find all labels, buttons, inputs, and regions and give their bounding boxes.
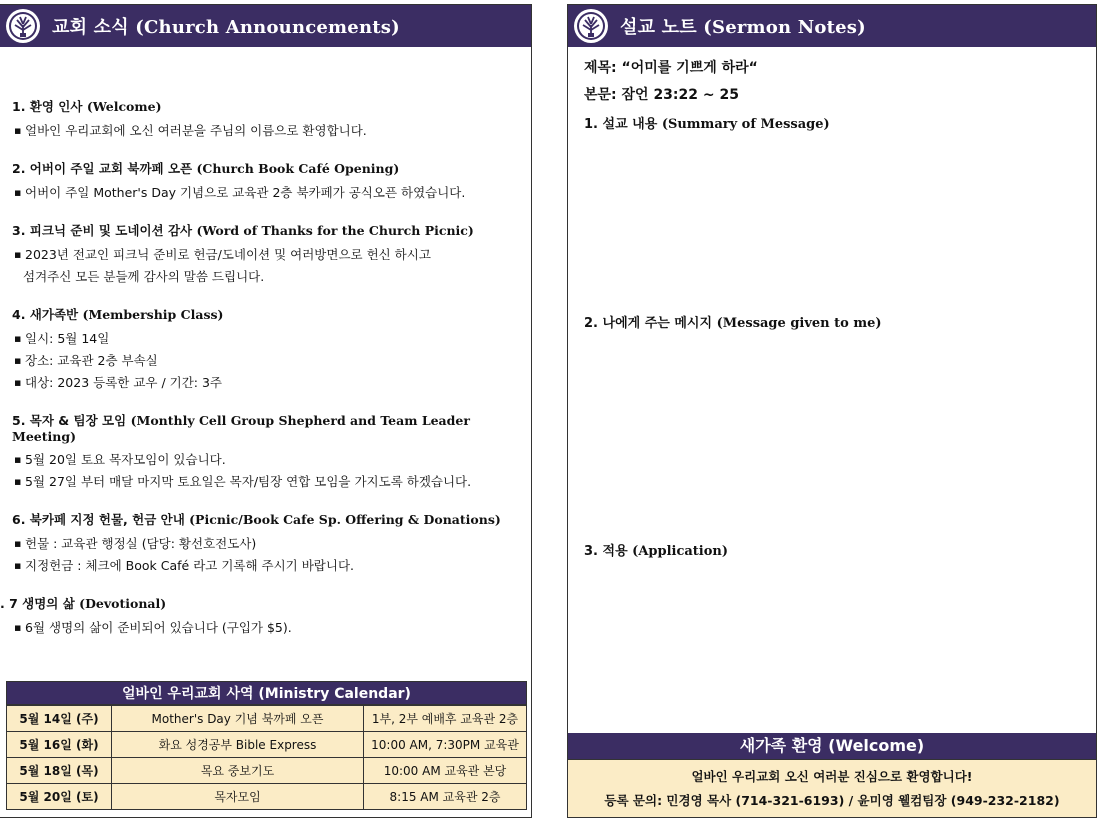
announcement-membership: 4. 새가족반 (Membership Class) ▪ 일시: 5월 14일 ▪ 장소: 교육관 2층 부속실 ▪ 대상: 2023 등록한 교우 / 기간: 3주 — [12, 305, 528, 394]
announcement-offering: 6. 북카페 지정 헌물, 헌금 안내 (Picnic/Book Cafe Sp. Offering & Donations) ▪ 헌물 : 교육관 행정실 (담당: 황선호전도사) ▪ 지정헌금 : 체크에 Book Café 라고 기록해 주시기 바랍니다. — [12, 510, 528, 577]
sermon-header — [568, 5, 1096, 47]
list-item: ▪ 장소: 교육관 2층 부속실 — [12, 350, 528, 372]
welcome-contact: 등록 문의: 민경영 목사 (714-321-6193) / 윤미영 웰컴팀장 (949-232-2182) — [604, 793, 1060, 808]
list-item: ▪ 5월 27일 부터 매달 마지막 토요일은 목자/팀장 연합 모임을 가지도록 하겠습니다. — [12, 471, 528, 493]
note-message: 2. 나에게 주는 메시지 (Message given to me) — [584, 316, 882, 331]
list-item: ▪ 6월 생명의 삶이 준비되어 있습니다 (구입가 $5). — [12, 617, 528, 639]
note-application: 3. 적용 (Application) — [584, 544, 729, 559]
church-logo-icon — [6, 9, 40, 43]
church-logo-icon — [574, 9, 608, 43]
table-row: 5월 18일 (목) 목요 중보기도 10:00 AM 교육관 본당 — [7, 758, 527, 784]
announcement-shepherd-meeting: 5. 목자 & 팀장 모임 (Monthly Cell Group Shepherd and Team Leader Meeting) ▪ 5월 20일 토요 목자모임이 있습니다. ▪ 5월 27일 부터 매달 마지막 토요일은 목자/팀장 연합 모임을 가지도록 하겠습니다. — [12, 411, 528, 493]
list-item: ▪ 5월 20일 토요 목자모임이 있습니다. — [12, 449, 528, 471]
sermon-passage: 본문: 잠언 23:22 ~ 25 — [584, 87, 739, 103]
welcome-box — [568, 733, 1096, 817]
list-item: ▪ 일시: 5월 14일 — [12, 328, 528, 350]
calendar-table — [6, 705, 527, 810]
welcome-message: 얼바인 우리교회 오신 여러분 진심으로 환영합니다! — [691, 769, 973, 784]
welcome-body — [568, 759, 1096, 817]
sermon-panel — [567, 4, 1097, 818]
ministry-calendar — [6, 681, 527, 810]
announcements-header — [0, 5, 531, 47]
list-item: ▪ 대상: 2023 등록한 교우 / 기간: 3주 — [12, 372, 528, 394]
calendar-title: 얼바인 우리교회 사역 (Ministry Calendar) — [6, 681, 527, 705]
list-item: ▪ 얼바인 우리교회에 오신 여러분을 주님의 이름으로 환영합니다. — [12, 120, 528, 142]
sermon-title: 설교 노트 (Sermon Notes) — [620, 17, 866, 38]
note-summary: 1. 설교 내용 (Summary of Message) — [584, 117, 830, 132]
list-item: ▪ 2023년 전교인 피크닉 준비로 헌금/도네이션 및 여러방면으로 헌신 하시고 섬겨주신 모든 분들께 감사의 말씀 드립니다. — [12, 244, 528, 288]
list-item: ▪ 어버이 주일 Mother's Day 기념으로 교육관 2층 북카페가 공식오픈 하였습니다. — [12, 182, 528, 204]
announcements-title: 교회 소식 (Church Announcements) — [52, 17, 400, 38]
list-item: ▪ 헌물 : 교육관 행정실 (담당: 황선호전도사) — [12, 533, 528, 555]
announcement-picnic: 3. 피크닉 준비 및 도네이션 감사 (Word of Thanks for the Church Picnic) ▪ 2023년 전교인 피크닉 준비로 헌금/도네이션 및 여러방면으로 헌신 하시고 섬겨주신 모든 분들께 감사의 말씀 드립니다. — [12, 221, 528, 288]
announcement-welcome: 1. 환영 인사 (Welcome) ▪ 얼바인 우리교회에 오신 여러분을 주님의 이름으로 환영합니다. — [12, 97, 528, 142]
sermon-meta — [584, 57, 758, 111]
table-row: 5월 14일 (주) Mother's Day 기념 북까페 오픈 1부, 2부 예배후 교육관 2층 — [7, 706, 527, 732]
announcements-panel — [0, 4, 532, 818]
announcement-book-cafe: 2. 어버이 주일 교회 북까페 오픈 (Church Book Café Opening) ▪ 어버이 주일 Mother's Day 기념으로 교육관 2층 북카페가 공식오픈 하였습니다. — [12, 159, 528, 204]
table-row: 5월 20일 (토) 목자모임 8:15 AM 교육관 2층 — [7, 784, 527, 810]
table-row: 5월 16일 (화) 화요 성경공부 Bible Express 10:00 AM, 7:30PM 교육관 — [7, 732, 527, 758]
announcement-devotional: . 7 생명의 삶 (Devotional) ▪ 6월 생명의 삶이 준비되어 있습니다 (구입가 $5). — [0, 594, 528, 639]
list-item: ▪ 지정헌금 : 체크에 Book Café 라고 기록해 주시기 바랍니다. — [12, 555, 528, 577]
welcome-title: 새가족 환영 (Welcome) — [568, 733, 1096, 759]
announcement-sections — [0, 97, 528, 656]
sermon-subject: 제목: “어미를 기쁘게 하라“ — [584, 60, 758, 76]
